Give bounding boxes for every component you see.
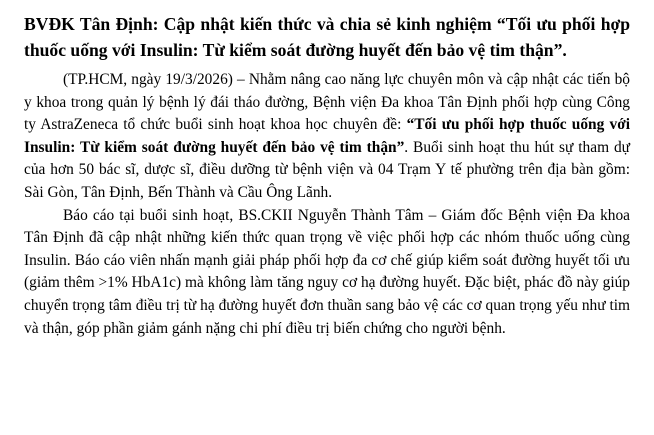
article-paragraph-2: Báo cáo tại buổi sinh hoạt, BS.CKII Nguyễn Thành Tâm – Giám đốc Bệnh viện Đa khoa Tân Định đã cập nhật những kiến thức quan trọng về việc phối hợp các nhóm thuốc uống cùng Insulin. Báo cáo viên nhấn mạnh giải pháp phối hợp đa cơ chế giúp kiểm soát đường huyết tối ưu (giảm thêm >1% HbA1c) mà không làm tăng nguy cơ hạ đường huyết. Đặc biệt, phác đồ này giúp chuyển trọng tâm điều trị từ hạ đường huyết đơn thuần sang bảo vệ các cơ quan trọng yếu như tim và thận, góp phần giảm gánh nặng chi phí điều trị biến chứng cho người bệnh. — [24, 206, 630, 337]
paragraph-1-intro: (TP.HCM, ngày 19/3/2026) – Nhằm nâng cao năng lực chuyên môn và cập nhật các tiến bộ y khoa trong quản lý bệnh lý đái tháo đường, Bệnh viện Đa khoa Tân Định phối hợp cùng Công ty AstraZeneca tổ chức buổi sinh hoạt khoa học chuyên đề: — [24, 71, 630, 134]
paragraph-1-topic: “Tối ưu phối hợp thuốc uống với Insulin: Từ kiểm soát đường huyết đến bảo vệ tim thận” — [24, 116, 630, 156]
article-title: BVĐK Tân Định: Cập nhật kiến thức và chia sẻ kinh nghiệm “Tối ưu phối hợp thuốc uống với Insulin: Từ kiểm soát đường huyết đến bảo vệ tim thận”. — [24, 14, 630, 60]
article-paragraph-1 — [24, 69, 630, 205]
paragraph-1-rest: . Buổi sinh hoạt thu hút sự tham dự của hơn 50 bác sĩ, dược sĩ, điều dưỡng từ bệnh viện và 04 Trạm Y tế phường trên địa bàn gồm: Sài Gòn, Tân Định, Bến Thành và Cầu Ông Lãnh. — [24, 138, 630, 201]
